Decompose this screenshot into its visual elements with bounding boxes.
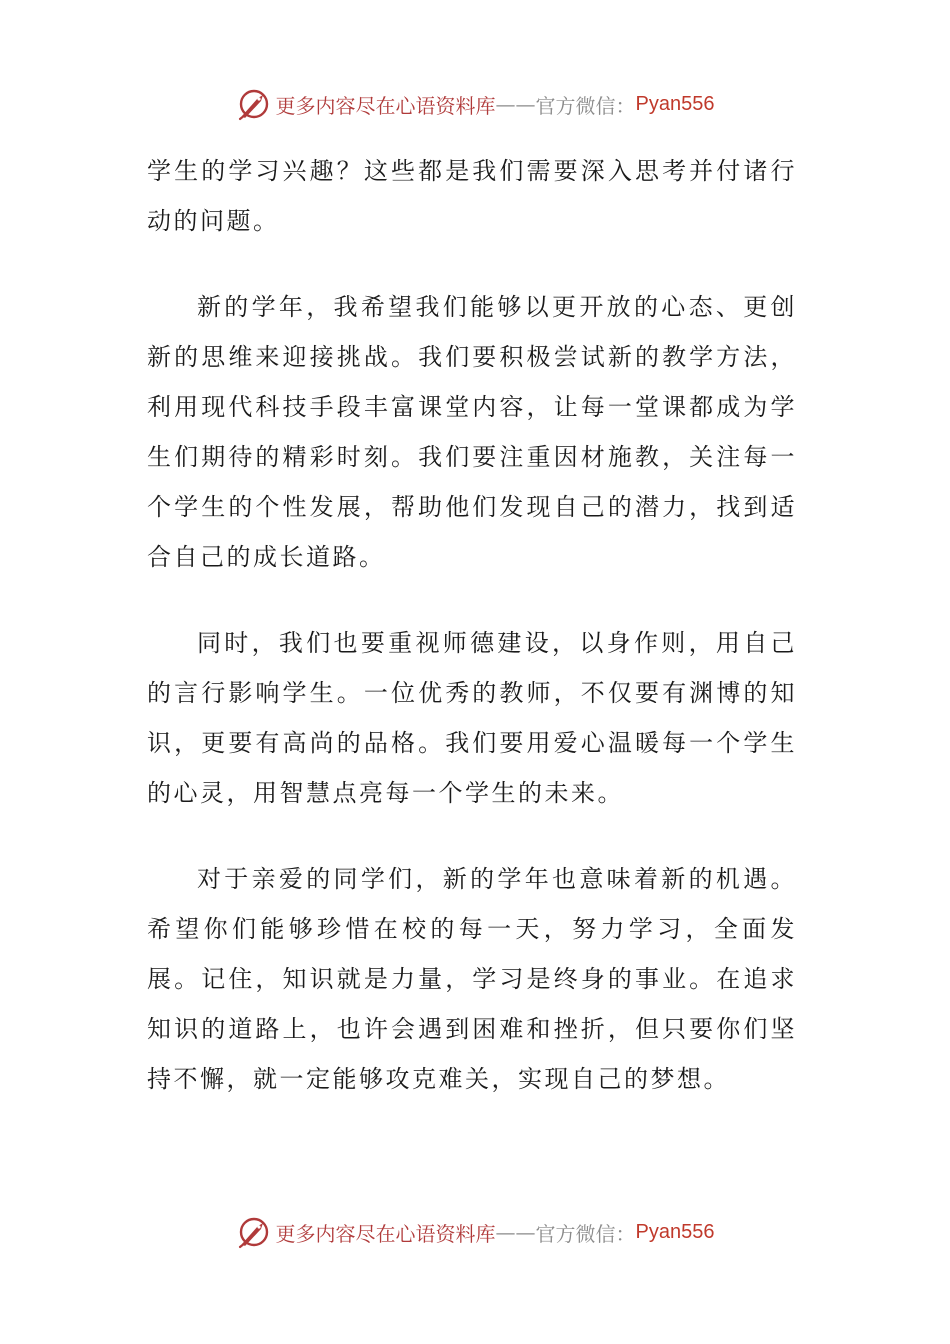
header-banner bbox=[0, 82, 950, 126]
banner-brand-text: 更多内容尽在心语资料库 bbox=[275, 1221, 496, 1246]
document-body bbox=[147, 146, 797, 1104]
banner-wechat-id: Pyan556 bbox=[635, 92, 715, 115]
paragraph-teacher-ethics: 同时，我们也要重视师德建设，以身作则，用自己的言行影响学生。一位优秀的教师，不仅要有渊博的知识，更要有高尚的品格。我们要用爱心温暖每一个学生的心灵，用智慧点亮每一个学生的未来。 bbox=[147, 629, 797, 807]
footer-banner bbox=[0, 1210, 950, 1254]
banner-brand-text: 更多内容尽在心语资料库 bbox=[275, 93, 496, 118]
pen-nib-logo-icon bbox=[236, 1214, 272, 1250]
pen-nib-logo-icon bbox=[236, 86, 272, 122]
paragraph-continuation: 学生的学习兴趣？这些都是我们需要深入思考并付诸行动的问题。 bbox=[147, 157, 797, 235]
banner-separator: —— bbox=[495, 92, 536, 116]
banner-wechat-label: 官方微信： bbox=[535, 1221, 636, 1246]
banner-wechat-id: Pyan556 bbox=[635, 1220, 715, 1243]
paragraph-new-school-year: 新的学年，我希望我们能够以更开放的心态、更创新的思维来迎接挑战。我们要积极尝试新的教学方法，利用现代科技手段丰富课堂内容，让每一堂课都成为学生们期待的精彩时刻。我们要注重因材施教，关注每一个学生的个性发展，帮助他们发现自己的潜力，找到适合自己的成长道路。 bbox=[147, 293, 797, 571]
banner-separator: —— bbox=[495, 1220, 536, 1244]
paragraph-students: 对于亲爱的同学们，新的学年也意味着新的机遇。希望你们能够珍惜在校的每一天，努力学习，全面发展。记住，知识就是力量，学习是终身的事业。在追求知识的道路上，也许会遇到困难和挫折，但只要你们坚持不懈，就一定能够攻克难关，实现自己的梦想。 bbox=[147, 865, 797, 1093]
banner-wechat-label: 官方微信： bbox=[535, 93, 636, 118]
